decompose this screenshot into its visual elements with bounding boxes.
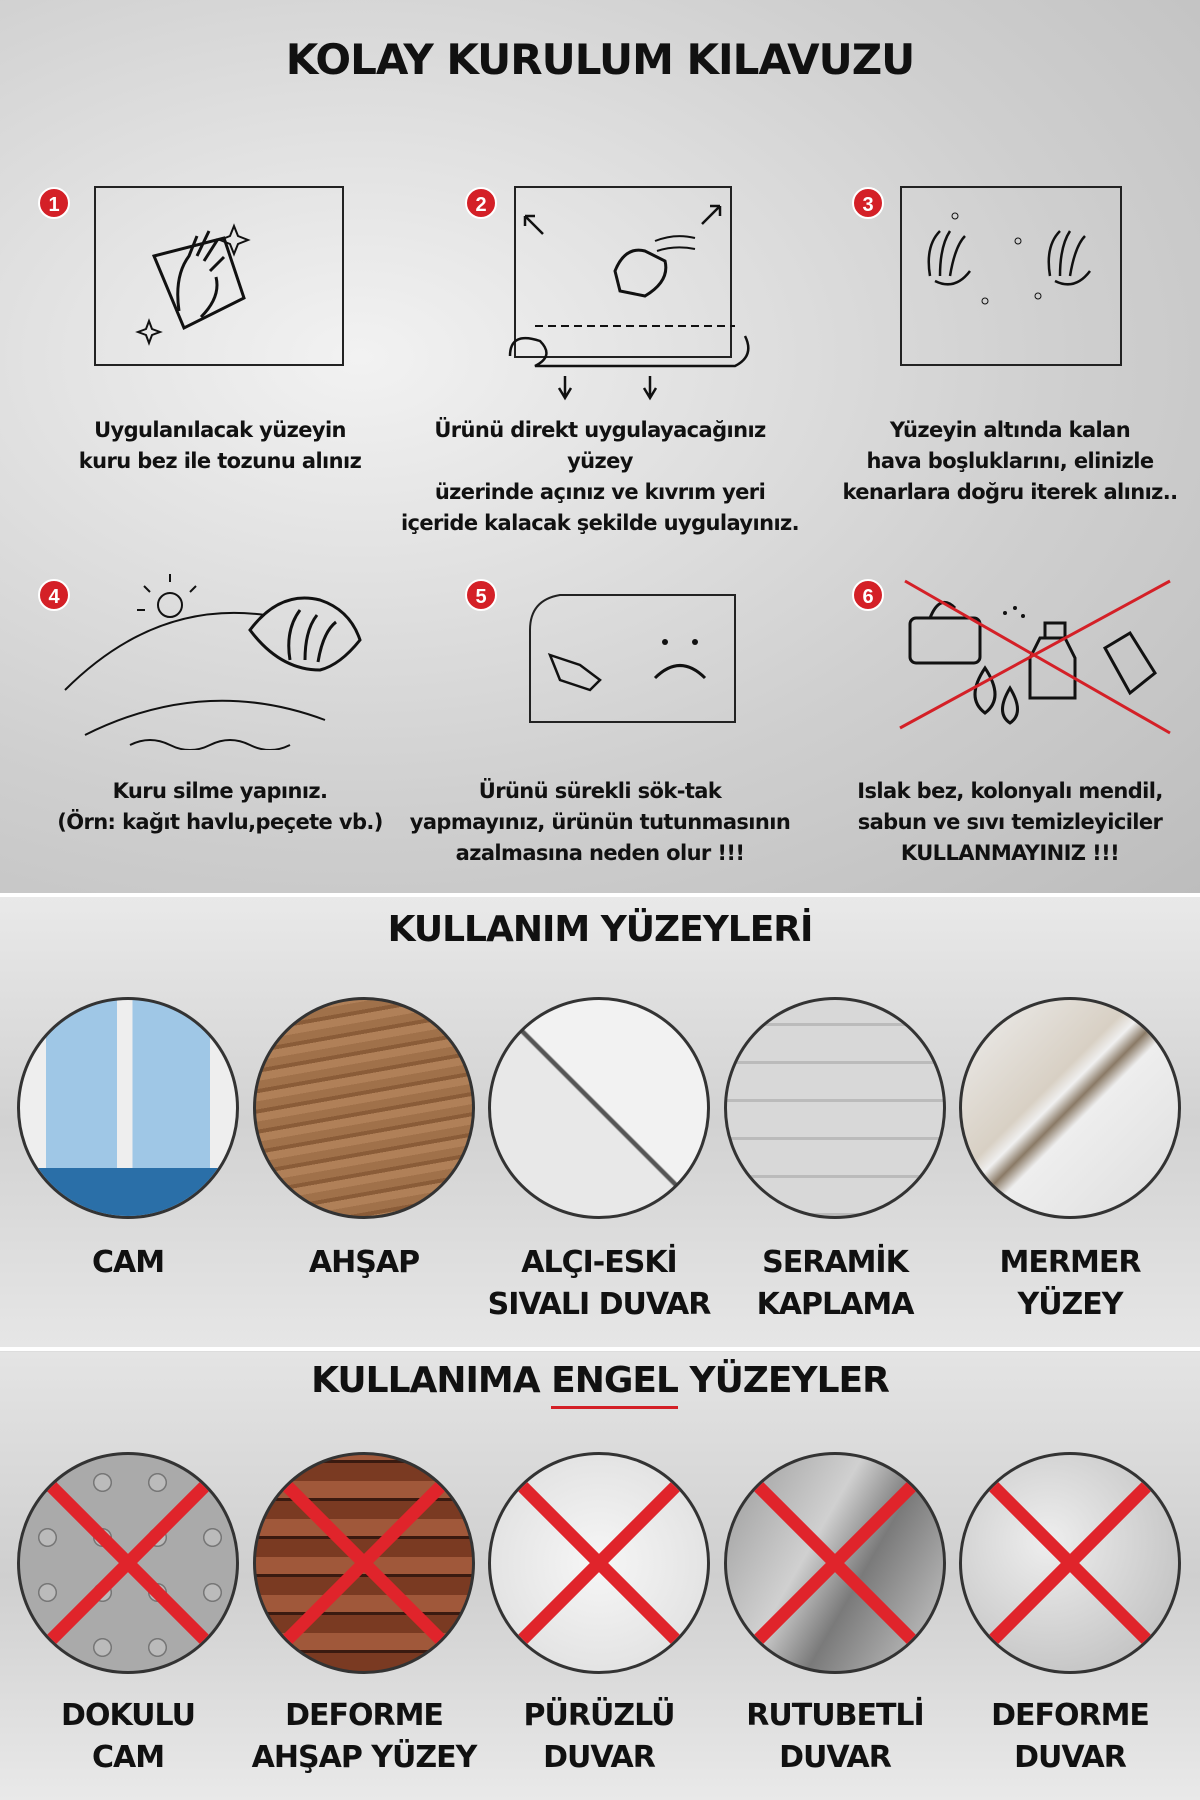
label-line: SERAMİK: [762, 1245, 908, 1280]
surface-wood-image: [253, 997, 475, 1219]
label-line: CAM: [91, 1740, 165, 1775]
label-line: AHŞAP YÜZEY: [251, 1740, 477, 1775]
label-line: AHŞAP: [308, 1245, 420, 1280]
surface-marble-image: [959, 997, 1181, 1219]
caption-line: Uygulanılacak yüzeyin: [94, 418, 346, 442]
label-line: YÜZEY: [1017, 1287, 1123, 1322]
step-2-caption: [400, 415, 800, 539]
surface-plaster-image: [488, 997, 710, 1219]
peel-sad-face-icon: [520, 590, 740, 725]
step-6-caption: [810, 776, 1200, 869]
dry-wipe-icon: [60, 570, 380, 750]
step-3-caption: [810, 415, 1200, 508]
forbidden-rough-wall-image: [488, 1452, 710, 1674]
forbidden-deformed-wood-image: [253, 1452, 475, 1674]
forbidden-surfaces-section: [0, 1352, 1200, 1800]
caption-line: yapmayınız, ürünün tutunmasının: [409, 810, 791, 834]
title-part: KULLANIMA: [311, 1360, 552, 1401]
surface-ceramic-image: [724, 997, 946, 1219]
cross-mark-icon: [727, 1455, 943, 1671]
step-number-4: 4: [38, 579, 70, 611]
caption-line: azalmasına neden olur !!!: [455, 841, 745, 865]
installation-guide-section: [0, 0, 1200, 893]
caption-line: KULLANMAYINIZ !!!: [900, 841, 1120, 865]
label-line: RUTUBETLİ: [746, 1698, 924, 1733]
caption-line: sabun ve sıvı temizleyiciler: [857, 810, 1163, 834]
caption-line: kuru bez ile tozunu alınız: [78, 449, 362, 473]
forbidden-label-puruzlu-duvar: [479, 1695, 719, 1779]
usage-surfaces-title: KULLANIM YÜZEYLERİ: [387, 909, 813, 950]
page-title: KOLAY KURULUM KILAVUZU: [285, 35, 915, 84]
label-line: DEFORME: [991, 1698, 1149, 1733]
section-divider: [0, 1347, 1200, 1351]
label-line: ALÇI-ESKİ: [521, 1245, 677, 1280]
caption-line: hava boşluklarını, elinizle: [866, 449, 1154, 473]
label-line: SIVALI DUVAR: [487, 1287, 711, 1322]
forbidden-textured-glass-image: [17, 1452, 239, 1674]
cross-mark-icon: [256, 1455, 472, 1671]
surface-label-mermer: [950, 1242, 1190, 1326]
caption-line: Kuru silme yapınız.: [112, 779, 328, 803]
cross-mark-icon: [962, 1455, 1178, 1671]
forbidden-label-dokulu-cam: [8, 1695, 248, 1779]
no-liquid-cleaners-icon: [895, 578, 1175, 738]
label-line: DUVAR: [779, 1740, 891, 1775]
step-number-1: 1: [38, 187, 70, 219]
title-part: YÜZEYLER: [677, 1360, 889, 1401]
forbidden-deformed-wall-image: [959, 1452, 1181, 1674]
cross-mark-icon: [491, 1455, 707, 1671]
step-1-caption: [20, 415, 420, 477]
surface-glass-image: [17, 997, 239, 1219]
forbidden-damp-wall-image: [724, 1452, 946, 1674]
label-line: MERMER: [999, 1245, 1141, 1280]
surface-label-ahsap: [244, 1242, 484, 1284]
caption-line: üzerinde açınız ve kıvrım yeri: [434, 480, 766, 504]
step-5-caption: [400, 776, 800, 869]
usage-surfaces-section: [0, 897, 1200, 1347]
caption-line: Ürünü direkt uygulayacağınız yüzey: [434, 418, 766, 473]
label-line: DUVAR: [1014, 1740, 1126, 1775]
title-emphasis: ENGEL: [551, 1360, 678, 1401]
cross-mark-icon: [20, 1455, 236, 1671]
caption-line: içeride kalacak şekilde uygulayınız.: [400, 511, 800, 535]
label-line: DOKULU: [61, 1698, 195, 1733]
forbidden-label-rutubetli-duvar: [715, 1695, 955, 1779]
label-line: CAM: [91, 1245, 165, 1280]
caption-line: Ürünü sürekli sök-tak: [478, 779, 722, 803]
step-4-caption: [20, 776, 420, 838]
label-line: KAPLAMA: [756, 1287, 914, 1322]
surface-label-cam: [8, 1242, 248, 1284]
label-line: DUVAR: [543, 1740, 655, 1775]
surface-label-seramik: [715, 1242, 955, 1326]
caption-line: Islak bez, kolonyalı mendil,: [857, 779, 1163, 803]
caption-line: (Örn: kağıt havlu,peçete vb.): [57, 810, 383, 834]
surface-label-alci: [479, 1242, 719, 1326]
forbidden-label-deforme-ahsap: [234, 1695, 494, 1779]
label-line: DEFORME: [285, 1698, 443, 1733]
forbidden-surfaces-title: [0, 1360, 1200, 1401]
step-number-6: 6: [852, 579, 884, 611]
forbidden-label-deforme-duvar: [950, 1695, 1190, 1779]
wipe-hand-cloth-icon: [94, 186, 344, 366]
caption-line: Yüzeyin altında kalan: [889, 418, 1131, 442]
unroll-film-icon: [505, 186, 765, 406]
step-number-5: 5: [465, 579, 497, 611]
label-line: PÜRÜZLÜ: [523, 1698, 675, 1733]
step-number-2: 2: [465, 187, 497, 219]
step-number-3: 3: [852, 187, 884, 219]
caption-line: kenarlara doğru iterek alınız..: [842, 480, 1178, 504]
push-air-bubbles-icon: [900, 186, 1125, 368]
